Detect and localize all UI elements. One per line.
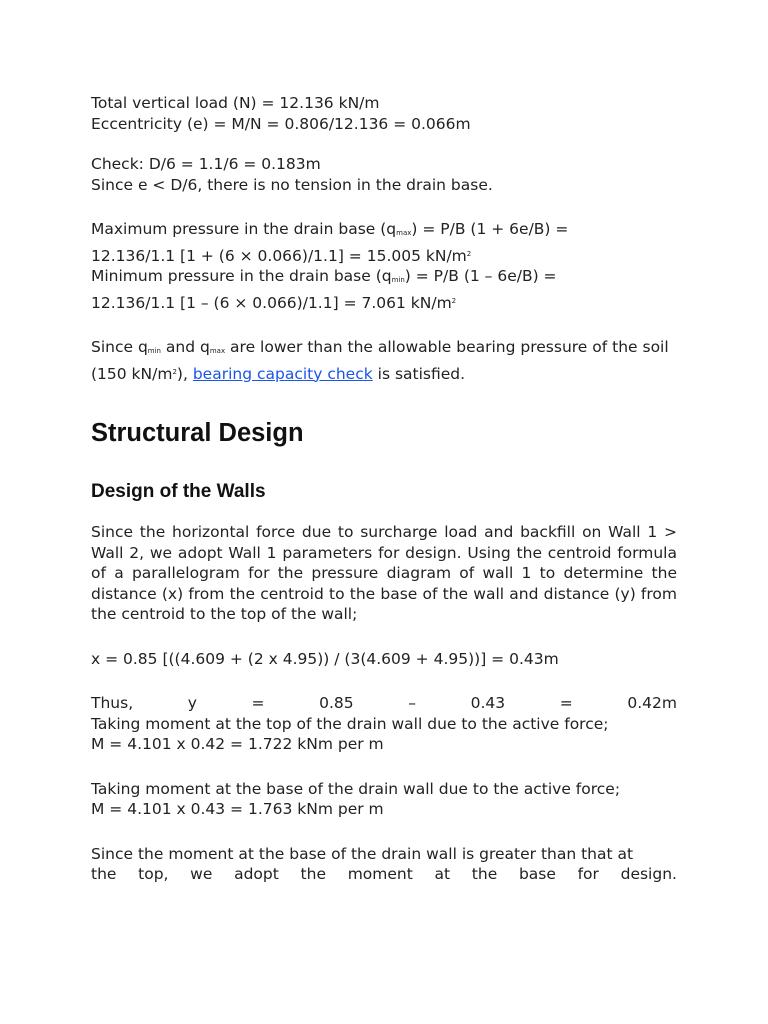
total-vertical-load: Total vertical load (N) = 12.136 kN/m bbox=[91, 94, 380, 112]
conclusion-line-1: Since the moment at the base of the drain wall is greater than that at bbox=[91, 844, 634, 863]
min-pressure-label: Minimum pressure in the drain base (q bbox=[91, 267, 392, 285]
q-max-subscript: max bbox=[209, 347, 226, 355]
top-moment-text: Taking moment at the top of the drain wall due to the active force; bbox=[91, 714, 609, 733]
min-pressure-line bbox=[91, 266, 677, 291]
max-pressure-value: 12.136/1.1 [1 + (6 × 0.066)/1.1] = 15.005 kN/m bbox=[91, 246, 467, 265]
walls-intro-paragraph: Since the horizontal force due to surcharge load and backfill on Wall 1 > Wall 2, we adopt Wall 1 parameters for design. Using the centroid formula of a parallelogram for the pressure diagram of wall 1 to determine the distance (x) from the centroid to the base of the wall and distance (y) from the centroid to the top of the wall; bbox=[91, 523, 677, 623]
word: moment bbox=[347, 865, 413, 883]
x-formula: x = 0.85 [((4.609 + (2 x 4.95)) / (3(4.609 + 4.95))] = 0.43m bbox=[91, 649, 559, 668]
word: the bbox=[300, 865, 326, 883]
word: the bbox=[471, 865, 498, 883]
eccentricity: Eccentricity (e) = M/N = 0.806/12.136 = 0.066m bbox=[91, 114, 471, 133]
squared-superscript: 2 bbox=[451, 296, 457, 305]
max-pressure-calc bbox=[91, 244, 677, 267]
max-pressure-label: Maximum pressure in the drain base (q bbox=[91, 220, 397, 238]
word: the bbox=[91, 865, 117, 883]
bearing-text-middle: are lower than the allowable bearing pressure of the soil (150 kN/m bbox=[91, 338, 669, 383]
check-d6: Check: D/6 = 1.1/6 = 0.183m bbox=[91, 155, 321, 173]
min-pressure-value: 12.136/1.1 [1 – (6 × 0.066)/1.1] = 7.061 kN/m bbox=[91, 293, 452, 312]
y-result: 0.42m bbox=[627, 694, 677, 712]
conclusion-line-2 bbox=[91, 864, 677, 885]
bearing-text-start: Since q bbox=[91, 338, 148, 356]
minus-sign: – bbox=[408, 694, 417, 712]
squared-superscript: 2 bbox=[172, 367, 177, 376]
min-pressure-calc bbox=[91, 291, 677, 314]
value-043: 0.43 bbox=[470, 694, 506, 712]
document-body bbox=[91, 93, 677, 885]
max-pressure-formula: ) = P/B (1 + 6e/B) = bbox=[411, 220, 569, 238]
bearing-capacity-check-link[interactable]: bearing capacity check bbox=[192, 364, 373, 383]
bearing-text-end: is satisfied. bbox=[372, 364, 466, 383]
word: design. bbox=[620, 865, 677, 883]
equals-sign: = bbox=[251, 694, 265, 712]
word: top, bbox=[138, 865, 169, 883]
thus-word: Thus, bbox=[91, 694, 134, 712]
thus-y-line bbox=[91, 693, 677, 714]
max-pressure-line bbox=[91, 219, 677, 244]
bearing-capacity-paragraph bbox=[91, 337, 677, 384]
y-symbol: y bbox=[187, 694, 197, 712]
value-085: 0.85 bbox=[319, 694, 354, 712]
structural-design-heading: Structural Design bbox=[91, 419, 304, 447]
q-min-subscript: min bbox=[147, 347, 161, 355]
base-moment-text: Taking moment at the base of the drain wall due to the active force; bbox=[91, 779, 621, 798]
bearing-text-close: ), bbox=[176, 364, 193, 383]
word: we bbox=[190, 865, 213, 883]
design-walls-heading: Design of the Walls bbox=[91, 481, 266, 502]
word: at bbox=[434, 865, 451, 883]
word: for bbox=[577, 865, 599, 883]
min-pressure-formula: ) = P/B (1 – 6e/B) = bbox=[404, 267, 557, 285]
q-max-subscript: max bbox=[396, 229, 412, 237]
bearing-text-and: and q bbox=[161, 338, 210, 356]
word: base bbox=[518, 865, 556, 883]
no-tension-statement: Since e < D/6, there is no tension in the drain base. bbox=[91, 175, 493, 194]
top-moment-value: M = 4.101 x 0.42 = 1.722 kNm per m bbox=[91, 735, 384, 753]
q-min-subscript: min bbox=[391, 276, 405, 284]
word: adopt bbox=[234, 865, 279, 883]
base-moment-value: M = 4.101 x 0.43 = 1.763 kNm per m bbox=[91, 800, 384, 818]
squared-superscript: 2 bbox=[466, 249, 472, 258]
equals-sign: = bbox=[559, 694, 573, 712]
